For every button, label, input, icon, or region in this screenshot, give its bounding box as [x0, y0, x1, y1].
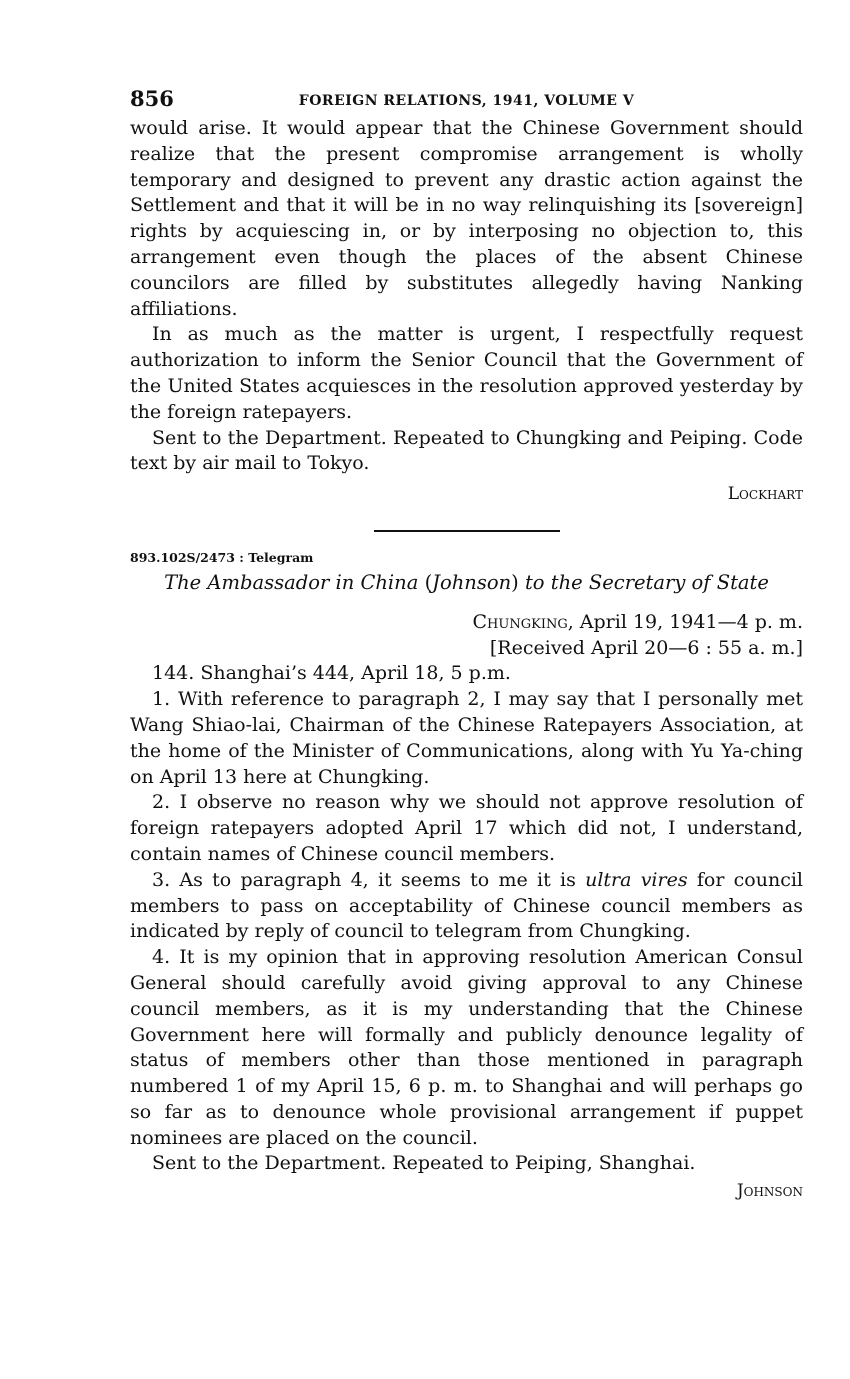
dateline-date: , April 19, 1941—4 p. m. [567, 610, 803, 633]
page-number: 856 [130, 86, 174, 111]
paragraph-text: 3. As to paragraph 4, it seems to me it is [152, 868, 586, 891]
document-title [130, 570, 803, 596]
title-part: to the Secretary of State [518, 570, 769, 594]
dateline-place: Chungking [472, 610, 568, 633]
body-paragraph: Sent to the Department. Repeated to Peiping, Shanghai. [152, 1152, 696, 1175]
body-paragraph: 1. With reference to paragraph 2, I may say that I personally met Wang Shiao-lai, Chairman of the Chinese Ratepayers Association, at the home of the Minister of Communications, along with Yu Ya-ching on April 13 here at Chungking. [130, 688, 803, 788]
file-reference: 893.102S/2473 : Telegram [130, 549, 314, 565]
body-paragraph [130, 868, 803, 945]
body-paragraph: 144. Shanghai’s 444, April 18, 5 p.m. [152, 662, 511, 685]
title-name: Johnson [432, 570, 512, 594]
page-header [130, 86, 803, 114]
running-head: FOREIGN RELATIONS, 1941, VOLUME V [298, 93, 635, 109]
body-paragraph: 4. It is my opinion that in approving resolution American Consul General should carefully avoid giving approval to any Chinese council members, as it is my understanding that the Chinese Government here will formally and publicly denounce legality of status of members other than those mentioned in paragraph numbered 1 of my April 15, 6 p. m. to Shanghai and will perhaps go so far as to denounce whole provisional arrangement if puppet nominees are placed on the council. [130, 946, 803, 1149]
latin-phrase: ultra vires [585, 868, 688, 891]
signature-lockhart: Lockhart [727, 484, 803, 505]
paragraph-text: for council members to pass on acceptability of Chinese council members as indicated by reply of council to telegram from Chungking. [130, 868, 804, 943]
signature-johnson: Johnson [736, 1181, 803, 1202]
title-paren: ( [424, 570, 433, 594]
body-paragraph: 2. I observe no reason why we should not approve resolution of foreign ratepayers adopted April 17 which did not, I understand, contain names of Chinese council members. [130, 791, 803, 865]
body-paragraph: In as much as the matter is urgent, I respectfully request authorization to inform the Senior Council that the Government of the United States acquiesces in the resolution approved yesterday by the foreign ratepayers. [130, 323, 803, 423]
received-line: [Received April 20—6 : 55 a. m.] [489, 636, 803, 659]
body-paragraph: would arise. It would appear that the Chinese Government should realize that the present compromise arrangement is wholly temporary and designed to prevent any drastic action against the Settlement and that it will be in no way relinquishing its [sovereign] rights by acquiescing in, or by interposing no objection to, this arrangement even though the places of the absent Chinese councilors are filled by substitutes allegedly having Nanking affiliations. [130, 117, 803, 320]
section-divider [374, 530, 560, 532]
title-part: The Ambassador in China [164, 570, 425, 594]
body-paragraph: Sent to the Department. Repeated to Chungking and Peiping. Code text by air mail to Tokyo. [130, 426, 803, 475]
title-paren: ) [511, 570, 519, 594]
document-page [130, 86, 803, 1205]
dateline [130, 610, 803, 636]
